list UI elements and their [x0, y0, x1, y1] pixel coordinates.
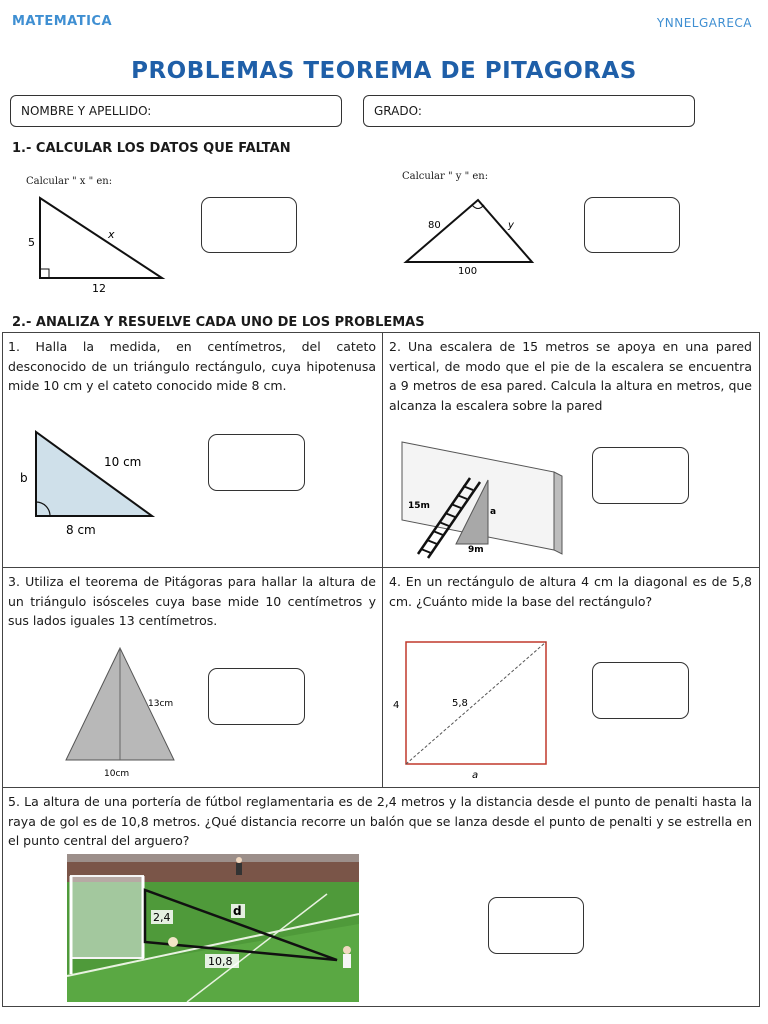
grade-field-label: GRADO: — [374, 104, 422, 118]
problem5-text: 5. La altura de una portería de fútbol reglamentaria es de 2,4 metros y la distancia desde el punto de penalti hasta la raya de gol es de 10,8 metros. ¿Qué distancia recorre un balón que se lanza desde el punto de penalti y se estrella en el punto central del arguero? — [8, 794, 752, 848]
p5-height: 2,4 — [153, 911, 171, 924]
answer-box-p1[interactable] — [208, 434, 305, 491]
p2-ladder: 15m — [408, 501, 430, 511]
problem4-text: 4. En un rectángulo de altura 4 cm la diagonal es de 5,8 cm. ¿Cuánto mide la base del rectángulo? — [389, 574, 752, 609]
p4-height: 4 — [393, 700, 400, 711]
answer-box-y[interactable] — [584, 197, 680, 253]
subject-label: MATEMATICA — [12, 14, 113, 29]
problem3-text: 3. Utiliza el teorema de Pitágoras para hallar la altura de un triángulo isósceles cuya base mide 10 centímetros y sus lados iguales 13 centímetros. — [8, 574, 376, 628]
section1-heading: 1.- CALCULAR LOS DATOS QUE FALTAN — [12, 141, 291, 156]
problem1-triangle-figure — [14, 424, 184, 544]
p2-base: 9m — [468, 545, 484, 555]
problem3-isosceles-figure — [58, 644, 198, 782]
grid-divider-vertical — [382, 332, 383, 787]
p1-base: 8 cm — [66, 523, 96, 537]
p4-base: a — [472, 770, 479, 781]
author-label: YNNELGARECA — [656, 16, 752, 30]
p5-dist: d — [233, 904, 242, 918]
answer-box-p5[interactable] — [488, 897, 584, 954]
problem2-text: 2. Una escalera de 15 metros se apoya en una pared vertical, de modo que el pie de la escalera se encuentra a 9 metros de esa pared. Calcula la altura en metros, que alcanza la escalera sobre la pared — [389, 339, 752, 413]
fig1-side-a: 5 — [28, 236, 35, 249]
triangle-y-figure — [398, 188, 543, 278]
problem2-ladder-figure — [396, 436, 566, 560]
fig2-side-a: 80 — [428, 220, 441, 231]
problem4-rectangle-figure — [390, 636, 555, 782]
answer-box-p2[interactable] — [592, 447, 689, 504]
calc-x-caption: Calcular " x " en: — [26, 176, 113, 187]
page-title: PROBLEMAS TEOREMA DE PITAGORAS — [131, 58, 637, 84]
problem5-soccer-figure — [67, 854, 359, 1002]
grid-divider-row2 — [2, 787, 760, 788]
p1-leg: b — [20, 471, 28, 485]
grid-divider-row1 — [2, 567, 760, 568]
grade-field[interactable] — [363, 95, 695, 127]
p3-base: 10cm — [104, 769, 130, 779]
name-field-label: NOMBRE Y APELLIDO: — [21, 104, 152, 118]
right-triangle-x-figure — [20, 190, 180, 300]
answer-box-p4[interactable] — [592, 662, 689, 719]
fig2-base: 100 — [458, 266, 478, 277]
problem1-text: 1. Halla la medida, en centímetros, del cateto desconocido de un triángulo rectángulo, cuya hipotenusa mide 10 cm y el cateto conocido mide 8 cm. — [8, 339, 376, 393]
p3-side: 13cm — [148, 699, 174, 709]
p4-diag: 5,8 — [452, 698, 468, 709]
name-field[interactable] — [10, 95, 342, 127]
calc-y-caption: Calcular " y " en: — [402, 171, 489, 182]
section2-heading: 2.- ANALIZA Y RESUELVE CADA UNO DE LOS PROBLEMAS — [12, 315, 425, 330]
answer-box-x[interactable] — [201, 197, 297, 253]
fig1-hyp: x — [108, 228, 115, 241]
fig1-side-b: 12 — [92, 282, 106, 295]
p5-base: 10,8 — [208, 955, 233, 968]
p2-height: a — [490, 507, 497, 517]
p1-hyp: 10 cm — [104, 455, 142, 469]
fig2-side-b: y — [508, 220, 514, 231]
answer-box-p3[interactable] — [208, 668, 305, 725]
